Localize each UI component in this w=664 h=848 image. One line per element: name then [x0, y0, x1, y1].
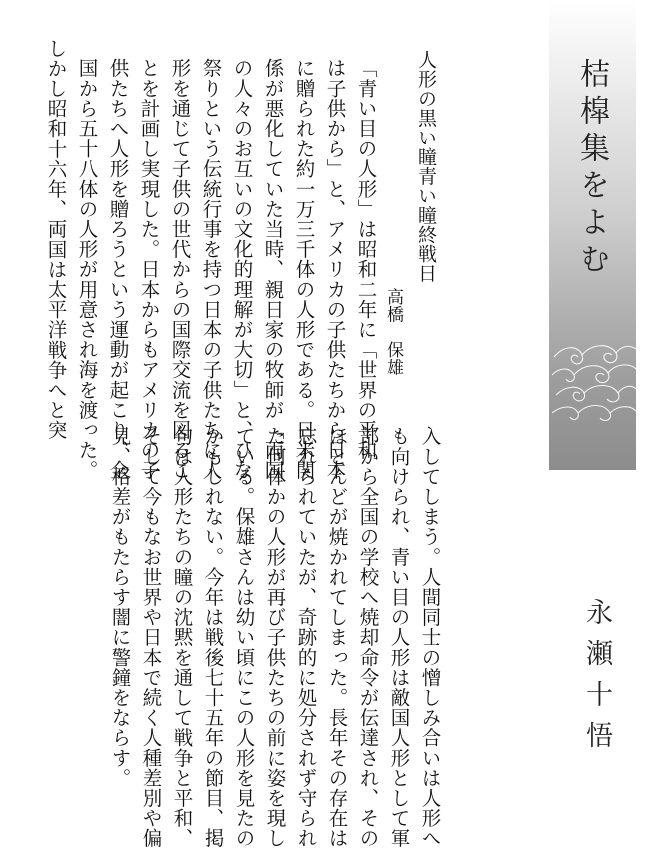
text-line: 忘れられていたが、奇跡的に処分されず守られ	[294, 426, 318, 848]
poet-name: 高橋 保雄	[383, 288, 403, 376]
text-line: 「青い目の人形」は昭和二年に「世界の平和	[354, 58, 378, 460]
text-line: そして今もなお世界や日本で続く人種差別や偏	[139, 426, 163, 848]
text-line: ている。保雄さんは幼い頃にこの人形を見たの	[232, 426, 256, 848]
text-line: も向けられ、青い目の人形は敵国人形として軍	[387, 426, 411, 848]
text-line: 形を通じて子供の世代からの国際交流を図るこ	[168, 58, 192, 481]
text-line: 係が悪化していた当時、親日家の牧師が「両国	[261, 58, 285, 481]
text-line: ほとんどが焼かれてしまった。長年その存在は	[325, 426, 349, 848]
text-line: 句は人形たちの瞳の沈黙を通して戦争と平和、	[170, 426, 194, 848]
wave-pattern-icon	[552, 335, 636, 425]
text-line: に贈られた約一万三千体の人形である。日米関	[292, 58, 316, 481]
text-line: 供たちへ人形を贈ろうという運動が起こり、全	[106, 58, 130, 481]
text-line: 見、格差がもたらす闇に警鐘をならす。	[108, 426, 132, 788]
text-line: た何体かの人形が再び子供たちの前に姿を現し	[263, 426, 287, 848]
text-line: しかし昭和十六年、両国は太平洋戦争へと突	[44, 18, 68, 441]
text-line: 部から全国の学校へ焼却命令が伝達され、その	[356, 426, 380, 848]
text-line: の人々のお互いの文化的理解が大切」と、ひな	[230, 58, 254, 481]
text-line: は子供から」と、アメリカの子供たちから日本	[323, 58, 347, 481]
text-line: 祭りという伝統行事を持つ日本の子供たちに人	[199, 58, 223, 481]
text-line: 国から五十八体の人形が用意され海を渡った。	[75, 58, 99, 481]
text-line: 入してしまう。人間同士の憎しみ合いは人形へ	[418, 426, 442, 848]
series-title: 桔槹集をよむ	[574, 58, 609, 280]
text-line: かもしれない。今年は戦後七十五年の節目、掲	[201, 426, 225, 848]
poem-title: 人形の黒い瞳青い瞳終戦日	[415, 50, 437, 283]
author-name: 永瀬十悟	[581, 598, 612, 762]
text-line: とを計画し実現した。日本からもアメリカの子	[137, 58, 161, 481]
